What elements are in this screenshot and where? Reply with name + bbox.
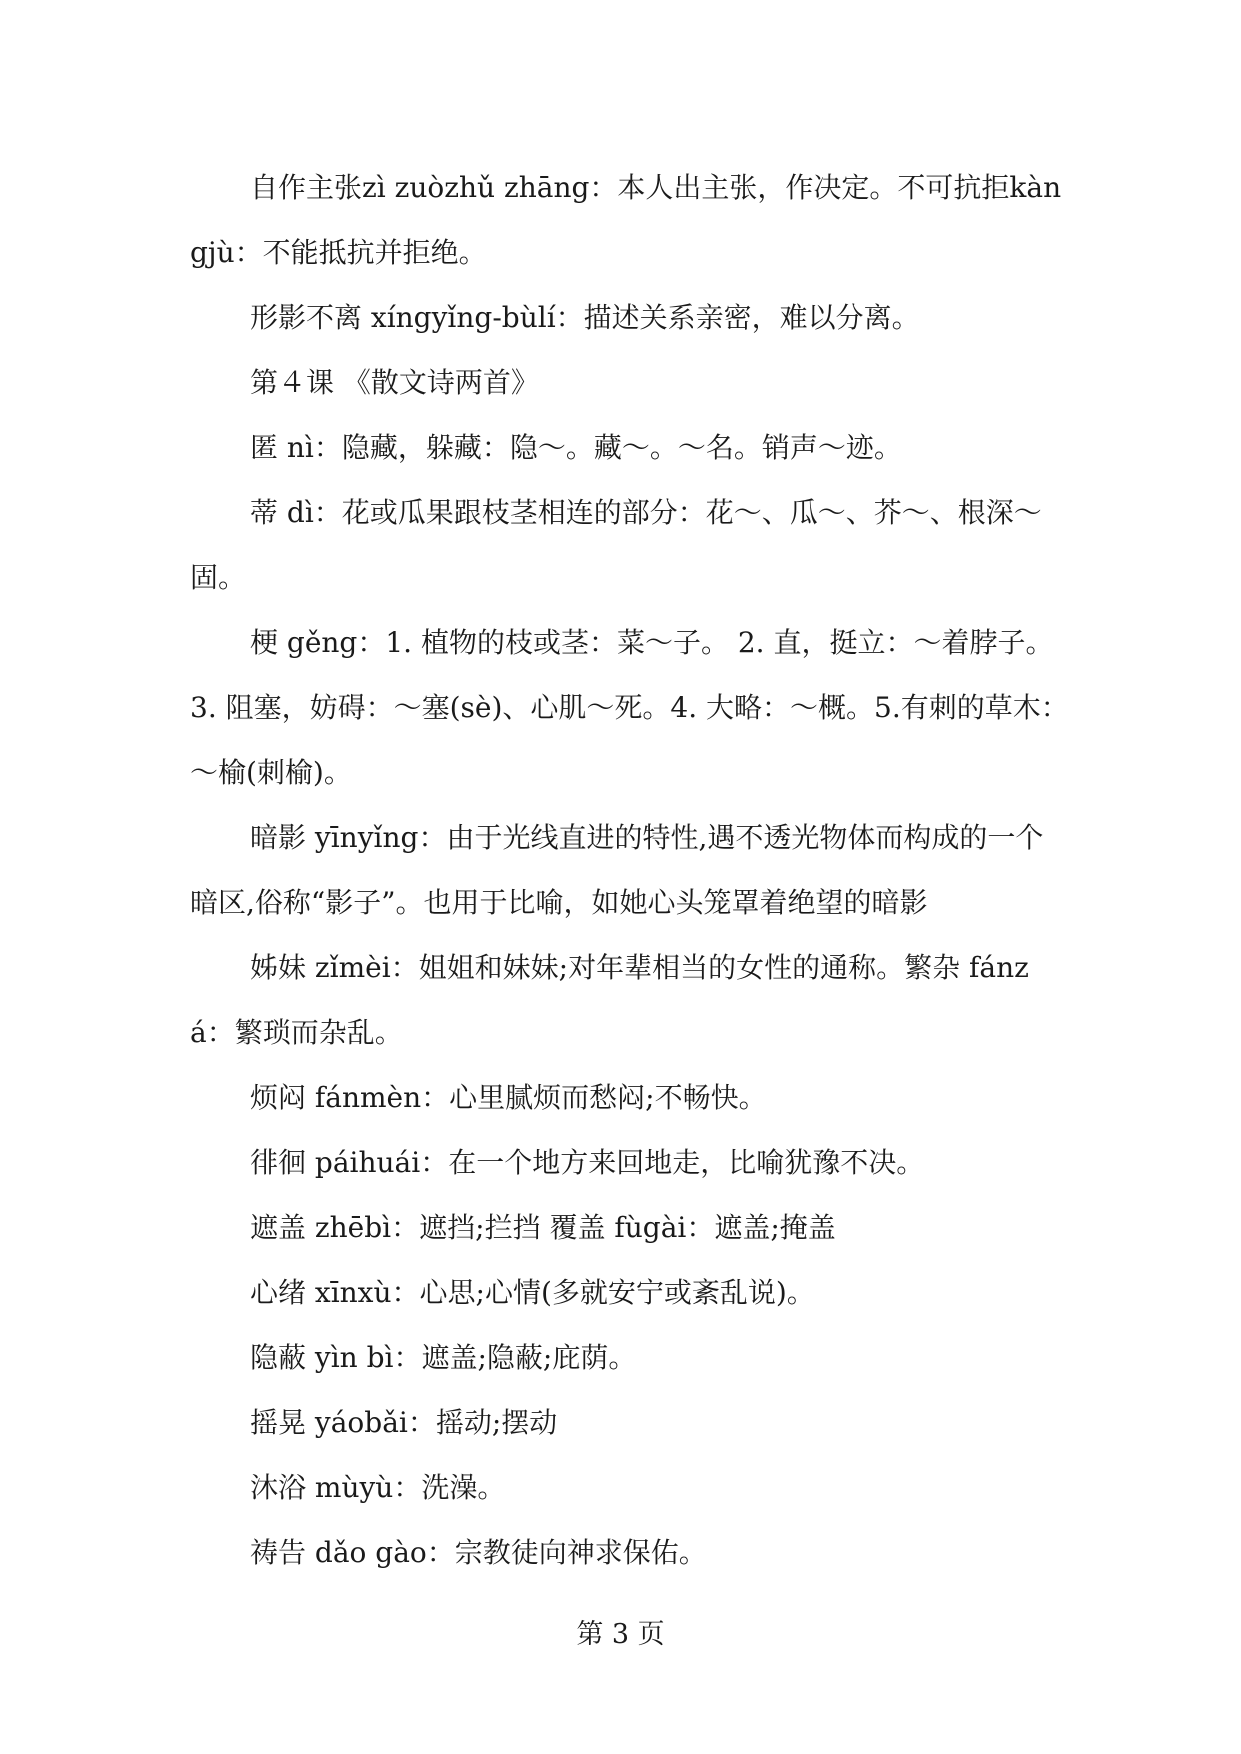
paragraph: 梗 gěng：1. 植物的枝或茎：菜～子。 2. 直，挺立：～着脖子。3. 阻塞，妨碍：～塞(sè)、心肌～死。4. 大略：～概。5.有刺的草木：～榆(刺榆)。 [190,626,1069,789]
paragraph: 徘徊 páihuái：在一个地方来回地走，比喻犹豫不决。 [250,1146,925,1179]
paragraph: 遮盖 zhēbì：遮挡;拦挡 覆盖 fùgài：遮盖;掩盖 [250,1211,836,1244]
paragraph: 蒂 dì：花或瓜果跟枝茎相连的部分：花～、瓜～、芥～、根深～固。 [190,496,1042,594]
paragraph: 暗影 yīnyǐng：由于光线直进的特性,遇不透光物体而构成的一个暗区,俗称“影子”。也用于比喻，如她心头笼罩着绝望的暗影 [190,821,1044,919]
paragraph: 烦闷 fánmèn：心里腻烦而愁闷;不畅快。 [250,1081,767,1114]
paragraph: 沐浴 mùyù：洗澡。 [250,1471,506,1504]
paragraph: 祷告 dǎo gào：宗教徒向神求保佑。 [250,1536,707,1569]
paragraph: 隐蔽 yìn bì：遮盖;隐蔽;庇荫。 [250,1341,637,1374]
paragraph: 姊妹 zǐmèi：姐姐和妹妹;对年辈相当的女性的通称。繁杂 fánzá：繁琐而杂乱。 [190,951,1029,1049]
paragraph: 匿 nì：隐藏，躲藏：隐～。藏～。～名。销声～迹。 [250,431,902,464]
paragraph: 形影不离 xíngyǐng-bùlí：描述关系亲密，难以分离。 [250,301,920,334]
paragraph: 自作主张zì zuòzhǔ zhāng：本人出主张，作决定。不可抗拒kàngjù：不能抵抗并拒绝。 [190,171,1062,269]
lesson-heading: 第４课 《散文诗两首》 [250,366,539,399]
paragraph: 摇晃 yáobǎi：摇动;摆动 [250,1406,558,1439]
page-number: 第 3 页 [576,1619,665,1650]
paragraph: 心绪 xīnxù：心思;心情(多就安宁或紊乱说)。 [250,1276,815,1309]
document-body [190,155,1070,1585]
